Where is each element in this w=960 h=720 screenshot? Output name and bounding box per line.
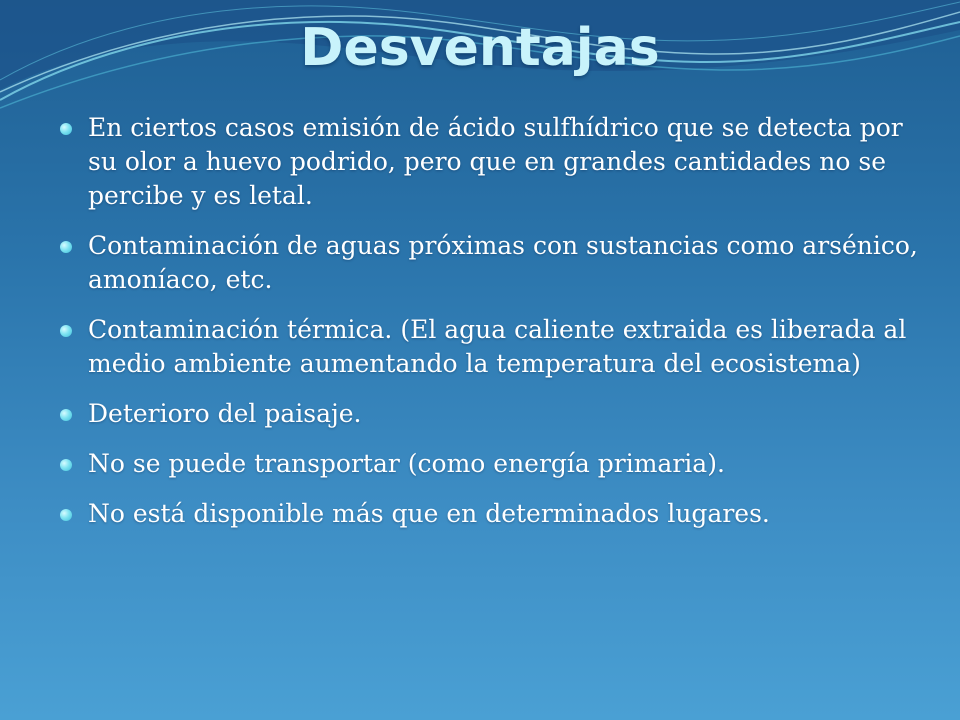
- slide-title: Desventajas: [300, 18, 660, 78]
- bullet-list: [60, 111, 920, 547]
- bullet-text: Contaminación térmica. (El agua caliente extraida es liberada al medio ambiente aumentando la temperatura del ecosistema): [88, 315, 907, 378]
- bullet-dot-icon: [60, 409, 72, 421]
- bullet-dot-icon: [60, 459, 72, 471]
- bullet-text: No está disponible más que en determinados lugares.: [88, 499, 770, 528]
- bullet-item: [60, 111, 920, 213]
- bullet-dot-icon: [60, 123, 72, 135]
- bullet-item: [60, 497, 920, 531]
- bullet-item: [60, 313, 920, 381]
- bullet-item: [60, 397, 920, 431]
- bullet-text: En ciertos casos emisión de ácido sulfhídrico que se detecta por su olor a huevo podrido, pero que en grandes cantidades no se percibe y es letal.: [88, 113, 903, 210]
- bullet-dot-icon: [60, 325, 72, 337]
- bullet-item: [60, 229, 920, 297]
- bullet-text: No se puede transportar (como energía primaria).: [88, 449, 725, 478]
- bullet-item: [60, 447, 920, 481]
- bullet-dot-icon: [60, 241, 72, 253]
- bullet-text: Contaminación de aguas próximas con sustancias como arsénico, amoníaco, etc.: [88, 231, 918, 294]
- bullet-text: Deterioro del paisaje.: [88, 399, 362, 428]
- bullet-dot-icon: [60, 509, 72, 521]
